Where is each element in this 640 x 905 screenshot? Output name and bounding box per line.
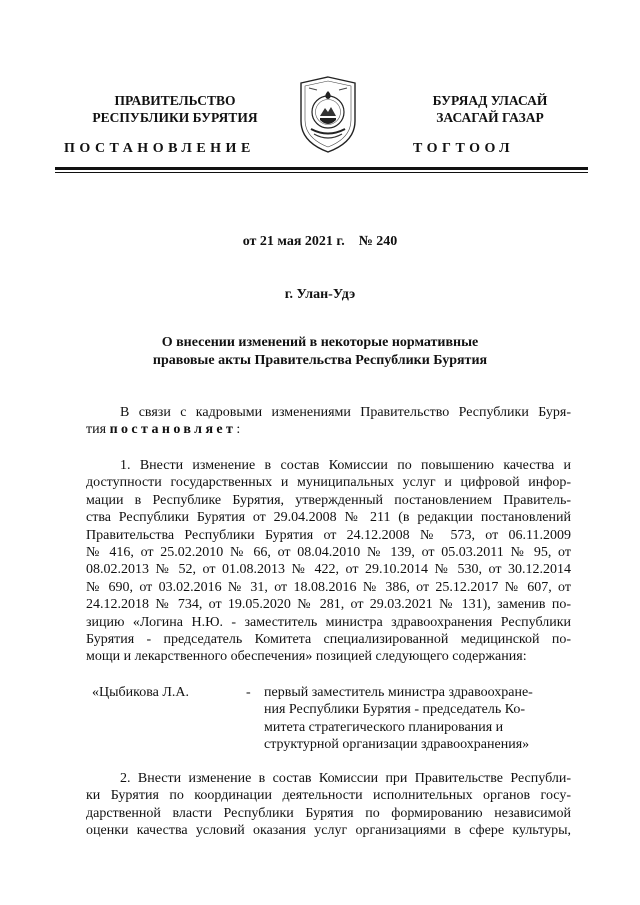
text-line: 2. Внести изменение в состав Комиссии при Правительстве Республи-	[120, 771, 571, 786]
text-line: В связи с кадровыми изменениями Правительство Республики Буря-	[120, 405, 571, 420]
decree-title-russian: ПОСТАНОВЛЕНИЕ	[64, 141, 255, 156]
text-line: митета стратегического планирования и	[264, 719, 504, 735]
text-line: 08.02.2013 № 52, от 01.08.2013 № 422, от 29.10.2014 № 530, от 30.12.2014	[86, 562, 571, 578]
header-divider-thick	[55, 167, 588, 170]
text-fragment: тия	[86, 422, 110, 438]
header-divider-thin	[55, 172, 588, 173]
text-fragment: :	[236, 422, 241, 438]
text-line: доступности государственных и муниципальных услуг и цифровой инфор-	[86, 475, 571, 491]
header-line: ЗАСАГАЙ ГАЗАР	[436, 110, 544, 125]
text-line: мощи и лекарственного обеспечения» позицией следующего содержания:	[86, 649, 527, 665]
text-line: ния Республики Бурятия - председатель Ко-	[264, 702, 526, 718]
paragraph-1	[86, 457, 571, 666]
government-header-russian	[60, 92, 290, 126]
resolves-word: постановляет	[109, 422, 237, 438]
title-line: О внесении изменений в некоторые нормативные	[161, 335, 479, 350]
title-line: правовые акты Правительства Республики Бурятия	[152, 353, 488, 368]
text-line: № 690, от 03.02.2016 № 31, от 18.08.2016 № 386, от 25.12.2017 № 607, от	[86, 579, 571, 595]
appointment-dash: -	[246, 685, 251, 700]
text-line: оценки качества условий оказания услуг организациями в сфере культуры,	[86, 823, 571, 839]
header-line: ПРАВИТЕЛЬСТВО	[114, 93, 236, 108]
paragraph-2	[86, 770, 571, 840]
header-line: РЕСПУБЛИКИ БУРЯТИЯ	[92, 110, 258, 125]
text-line: зицию «Логина Н.Ю. - заместитель министра здравоохранения Республики	[86, 614, 571, 630]
appointee-name: «Цыбикова Л.А.	[92, 685, 189, 700]
text-line: Бурятия - председатель Комитета специализированной медицинской по-	[86, 632, 571, 648]
text-line: Правительства Республики Бурятия от 24.12.2008 № 573, от 06.11.2009	[86, 527, 571, 543]
appointment-entry	[86, 684, 571, 754]
text-line: ки Бурятия по координации деятельности исполнительных органов госу-	[86, 788, 571, 804]
text-line: № 416, от 25.02.2010 № 66, от 08.04.2010 № 139, от 05.03.2011 № 95, от	[86, 545, 571, 561]
decree-title	[0, 334, 640, 370]
text-line: дарственной власти Республики Бурятия по формированию независимой	[86, 805, 571, 821]
intro-paragraph	[86, 404, 571, 439]
text-line: структурной организации здравоохранения»	[264, 737, 530, 753]
text-line: первый заместитель министра здравоохране-	[264, 685, 533, 700]
text-line: ства Республики Бурятия от 29.04.2008 № 211 (в редакции постановлений	[86, 510, 571, 526]
decree-title-buryat: ТОГТООЛ	[413, 141, 515, 156]
decree-city: г. Улан-Удэ	[284, 287, 356, 302]
text-line: 1. Внести изменение в состав Комиссии по повышению качества и	[120, 458, 571, 473]
header-line: БУРЯАД УЛАСАЙ	[432, 93, 548, 108]
decree-date-number: от 21 мая 2021 г. № 240	[242, 234, 398, 249]
coat-of-arms-icon	[297, 74, 359, 154]
text-line: мации в Республике Бурятия, утвержденный постановлением Правитель-	[86, 492, 571, 508]
text-line	[86, 421, 571, 438]
government-header-buryat	[390, 92, 590, 126]
appointee-position	[264, 684, 571, 754]
text-line: 24.12.2018 № 734, от 19.05.2020 № 281, от 29.03.2021 № 131), заменив по-	[86, 597, 571, 613]
